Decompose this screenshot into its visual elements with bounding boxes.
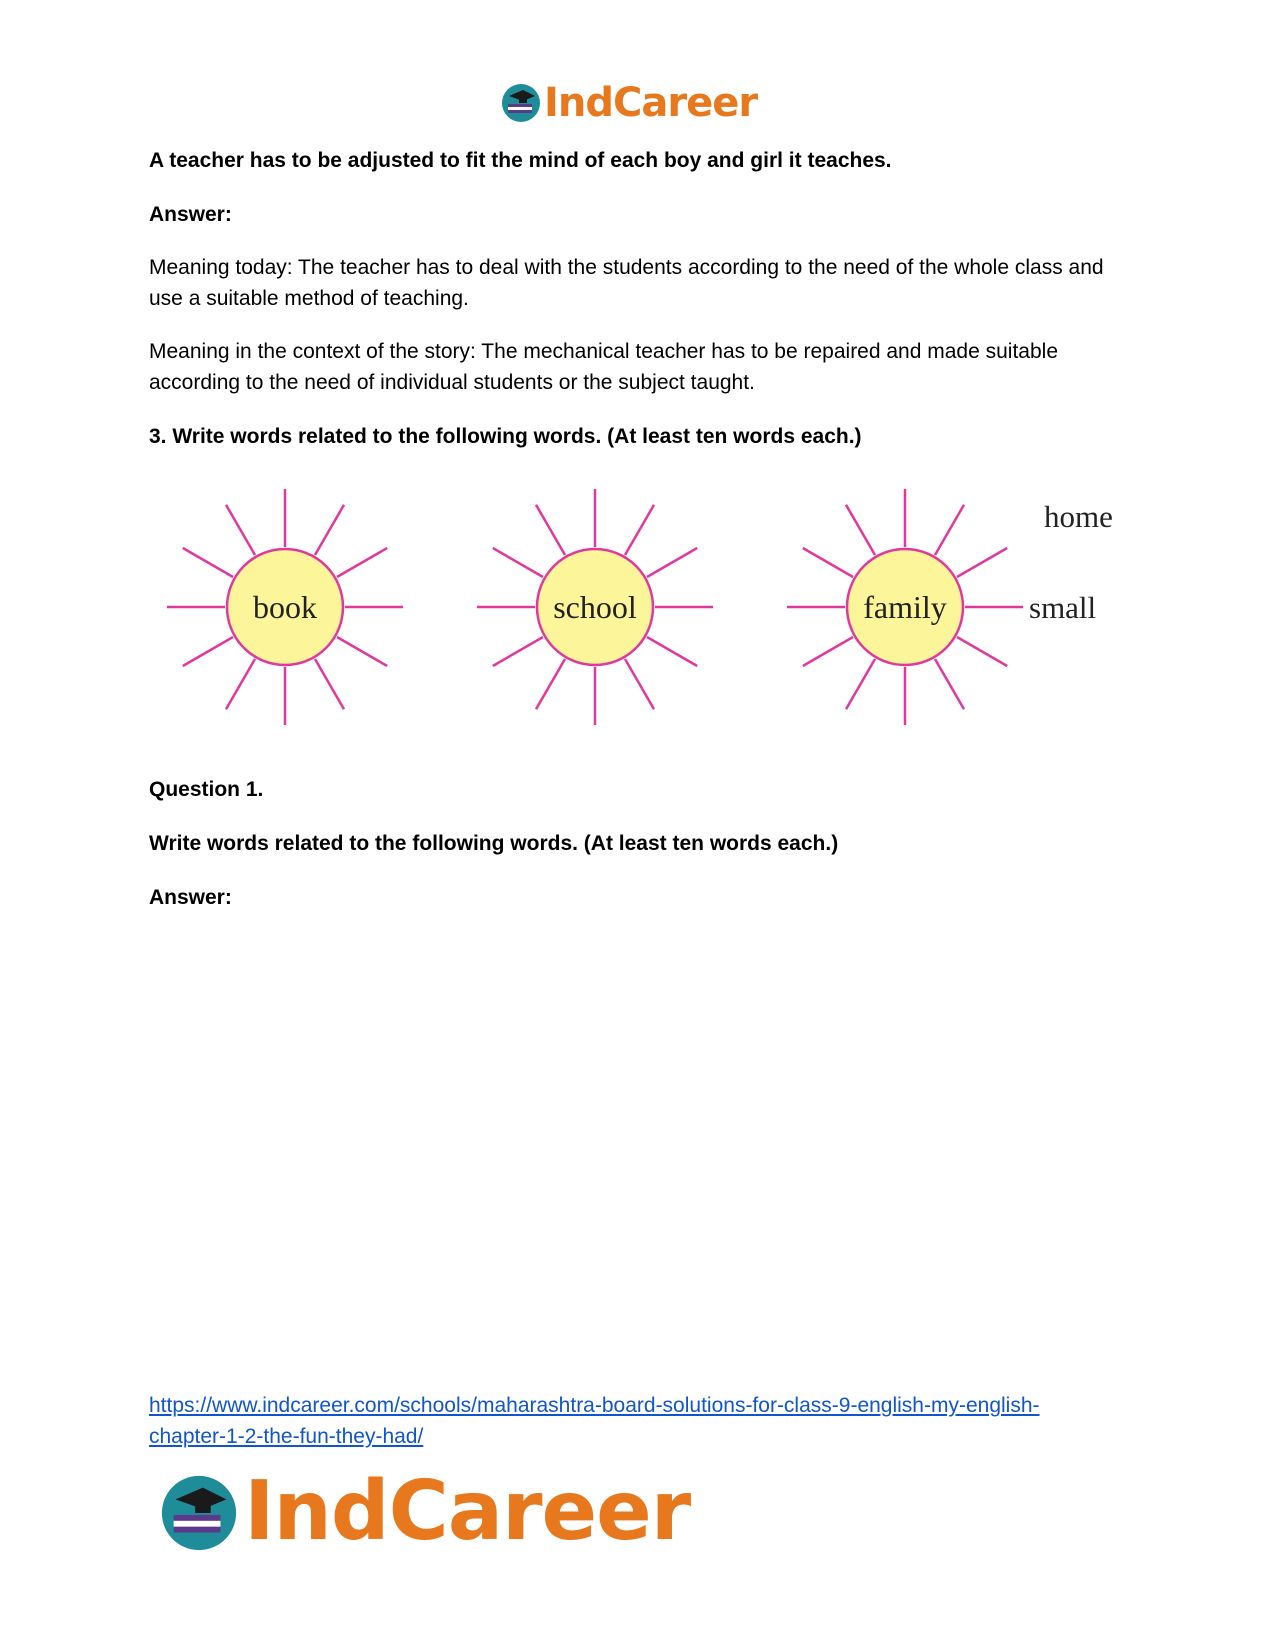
sun-family: [787, 489, 1023, 725]
sun-label: family: [863, 589, 947, 625]
graduation-book-icon: [158, 1472, 240, 1554]
source-link[interactable]: [149, 1390, 1139, 1452]
sun-ray: [183, 548, 233, 577]
meaning-story: Meaning in the context of the story: The mechanical teacher has to be repaired and made suitable according to the need of individual students or the subject taught.: [149, 340, 1058, 394]
graduation-book-icon: [500, 82, 542, 124]
answer-label-2: Answer:: [149, 886, 232, 909]
sun-ray: [493, 548, 543, 577]
sun-ray: [846, 505, 875, 555]
sun-ray: [647, 548, 697, 577]
sun-ray: [226, 505, 255, 555]
meaning-today: Meaning today: The teacher has to deal with the students according to the need of the whole class and use a suitable method of teaching.: [149, 256, 1104, 310]
logo-text: IndCareer: [544, 80, 758, 126]
question-1-text: Write words related to the following words. (At least ten words each.): [149, 832, 839, 855]
sun-ray: [803, 637, 853, 666]
sun-ray: [935, 659, 964, 709]
sun-ray: [803, 548, 853, 577]
word-sun-diagram: [149, 485, 1139, 745]
logo-text: IndCareer: [244, 1464, 691, 1559]
sun-ray: [337, 548, 387, 577]
sun-ray: [647, 637, 697, 666]
section-3-heading: 3. Write words related to the following words. (At least ten words each.): [149, 425, 862, 448]
sun-ray: [183, 637, 233, 666]
question-prompt: A teacher has to be adjusted to fit the mind of each boy and girl it teaches.: [149, 149, 892, 172]
sun-ray: [536, 659, 565, 709]
sun-school: [477, 489, 713, 725]
sun-ray: [337, 637, 387, 666]
sun-ray: [315, 659, 344, 709]
answer-label: Answer:: [149, 203, 232, 226]
sun-ray: [493, 637, 543, 666]
header-logo: [500, 78, 780, 128]
sun-book: [167, 489, 403, 725]
source-link-line-2[interactable]: chapter-1-2-the-fun-they-had/: [149, 1425, 424, 1448]
sun-ray: [536, 505, 565, 555]
sun-ray: [625, 659, 654, 709]
sun-label: book: [253, 589, 317, 625]
source-link-line-1[interactable]: https://www.indcareer.com/schools/maharashtra-board-solutions-for-class-9-english-my-english-: [149, 1394, 1040, 1417]
sun-ray: [846, 659, 875, 709]
sun-ray: [957, 637, 1007, 666]
sun-ray: [935, 505, 964, 555]
word-sun-svg: [149, 485, 1139, 745]
side-word-small: small: [1029, 590, 1097, 625]
question-1-label: Question 1.: [149, 778, 264, 801]
footer-logo: [158, 1462, 718, 1562]
sun-label: school: [553, 589, 637, 625]
sun-ray: [226, 659, 255, 709]
sun-ray: [957, 548, 1007, 577]
side-word-home: home: [1044, 499, 1113, 534]
sun-ray: [315, 505, 344, 555]
sun-ray: [625, 505, 654, 555]
